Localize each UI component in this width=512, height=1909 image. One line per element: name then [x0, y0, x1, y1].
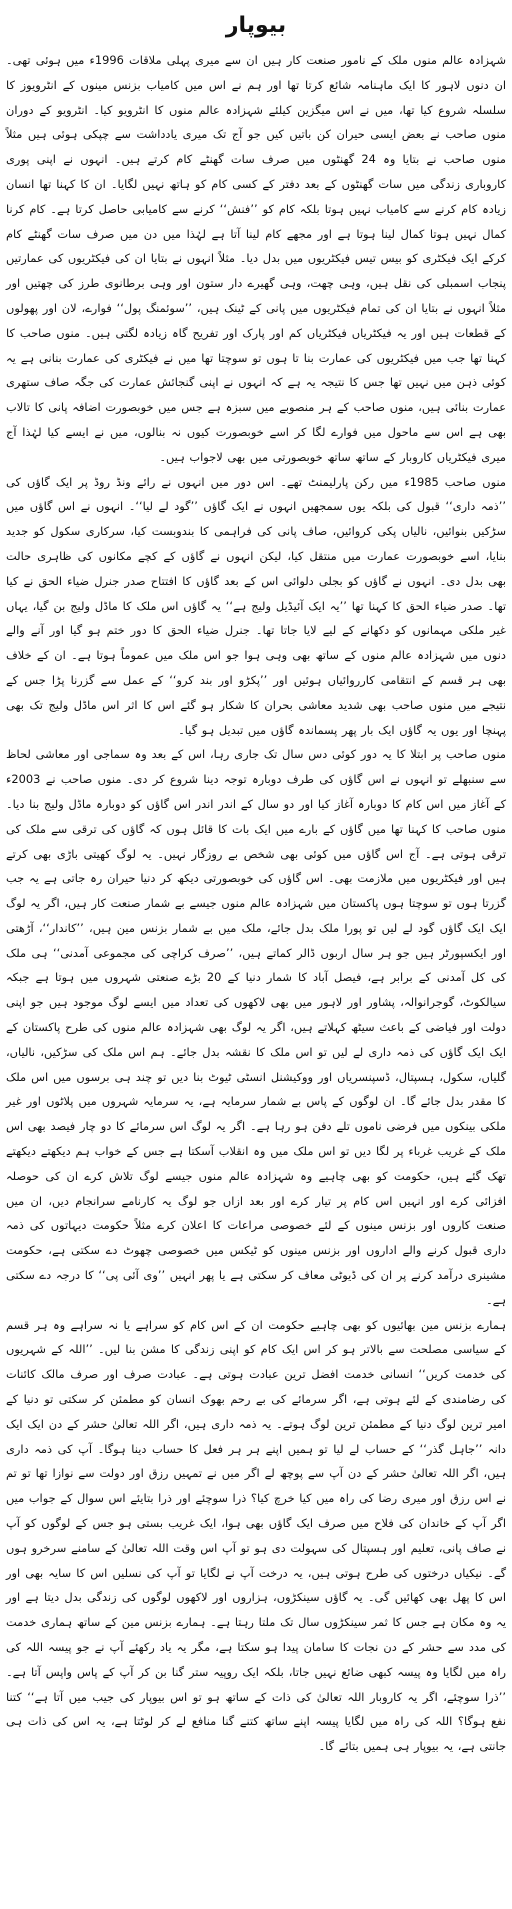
paragraph-3: منوں صاحب پر ابتلا کا یہ دور کوئی دس سال تک جاری رہا، اس کے بعد وہ سماجی اور معاشی لحاظ سے سنبھلے تو انہوں نے اس گاؤں کی طرف دوبارہ توجہ دینا شروع کر دی۔ منوں صاحب نے 2003ء کے آغاز میں اس کام کا دوبارہ آغاز کیا اور دو سال کے اندر اندر اس گاؤں کو دوبارہ ماڈل ولیج بنا دیا۔ منوں صاحب کا کہنا تھا میں گاؤں کے بارے میں ایک بات کا قائل ہوں کہ گاؤں کی ترقی سے ملک کی ترقی ہوتی ہے۔ آج اس گاؤں میں کوئی بھی شخص بے روزگار نہیں۔ یہ لوگ کھیتی باڑی بھی کرتے ہیں اور فیکٹریوں میں ملازمت بھی۔ اس گاؤں کی خوبصورتی دیکھ کر دنیا حیران رہ جاتی ہے یہ جب گزرتا ہوں تو سوچتا ہوں پاکستان میں شہزادہ عالم منوں جیسے بے شمار صنعت کار ہیں، اگر یہ لوگ ایک ایک گاؤں گود لے لیں تو پورا ملک بدل جائے، ملک میں بے شمار بزنس مین ہیں، ’’کاندار‘‘، آڑھتی اور ایکسپورٹر ہیں جو ہر سال اربوں ڈالر کماتے ہیں، ’’صرف کراچی کی مجموعی آمدنی‘‘ ہی ملک کی کل آمدنی کے برابر ہے، فیصل آباد کا شمار دنیا کے 20 بڑے صنعتی شہروں میں ہوتا ہے جبکہ سیالکوٹ، گوجرانوالہ، پشاور اور لاہور میں بھی لاکھوں کی تعداد میں ایسے لوگ موجود ہیں جو اپنی دولت اور فیاضی کے باعث سیٹھ کہلاتے ہیں، اگر یہ لوگ بھی شہزادہ عالم منوں کی طرح پاکستان کے ایک ایک گاؤں کی ذمہ داری لے لیں تو اس ملک کا نقشہ بدل جائے۔ ہم اس ملک کی سڑکیں، نالیاں، گلیاں، سکول، ہسپتال، ڈسپنسریاں اور ووکیشنل انسٹی ٹیوٹ بنا دیں تو چند ہی برسوں میں اس ملک کا مقدر بدل جائے گا۔ ان لوگوں کے پاس بے شمار سرمایہ ہے، یہ سرمایہ شہروں میں پلاٹوں اور غیر ملکی بینکوں میں فرضی ناموں تلے دفن ہو رہا ہے۔ اگر یہ لوگ اس سرمائے کا دو چار فیصد بھی اس ملک کے غریب غرباء پر لگا دیں تو اس ملک میں وہ انقلاب آسکتا ہے جس کے خواب ہم دیکھتے دیکھتے تھک گئے ہیں، حکومت کو بھی چاہیے وہ شہزادہ عالم منوں جیسے لوگ تلاش کرے ان کی حوصلہ افزائی کرے اور انہیں اس کام پر تیار کرے اور بعد ازاں جو لوگ یہ کارنامے سرانجام دیں، ان میں صنعت کاروں اور بزنس مینوں کے لئے خصوصی مراعات کا اعلان کرے مثلاً حکومت دیہاتوں کی ذمہ داری قبول کرنے والے اداروں اور بزنس مینوں کو ٹیکس میں خصوصی چھوٹ دے سکتی ہے، حکومت مشینری درآمد کرنے پر ان کی ڈیوٹی معاف کر سکتی ہے یا پھر انہیں ’’وی آئی پی‘‘ کا درجہ دے سکتی ہے۔ [6, 747, 506, 1307]
article-body [0, 48, 512, 1759]
column-title: بیوپار [225, 13, 287, 38]
paragraph-4: ہمارے بزنس مین بھائیوں کو بھی چاہیے حکومت ان کے اس کام کو سراہے یا نہ سراہے وہ ہر قسم کے سیاسی مصلحت سے بالاتر ہو کر اس ایک کام کو اپنی زندگی کا مشن بنا لیں۔ ’’اللہ کے شہریوں کی خدمت کریں‘‘ انسانی خدمت افضل ترین عبادت ہوتی ہے۔ عبادت صرف اور صرف مالک کائنات کی رضامندی کے لئے ہوتی ہے، اگر سرمائے کی بے رحم بھوک انسان کو مطمئن کر سکتی تو دنیا کے امیر ترین لوگ دنیا کے مطمئن ترین لوگ ہوتے۔ یہ ذمہ داری ہیں، اگر اللہ تعالیٰ حشر کے دن ایک ایک دانہ ’’جاہل گذر‘‘ کے حساب لے لیا تو ہمیں اپنے ہر ہر فعل کا حساب دینا ہوگا۔ آپ کی ذمہ داری ہیں، اگر اللہ تعالیٰ حشر کے دن آپ سے پوچھ لے اگر میں نے تمہیں رزق اور دولت سے نوازا تھا تو تم نے اس رزق اور میری رضا کی راہ میں کیا خرچ کیا؟ ذرا سوچئے اور ذرا بتایئے اس سوال کے جواب میں اگر آپ کے خاندان کی فلاح میں صرف ایک گاؤں بھی ہوا، ایک غریب بستی ہو جس کے لوگوں کو آپ نے صاف پانی، تعلیم اور ہسپتال کی سہولت دی ہو تو آپ اس وقت اللہ تعالیٰ کے سامنے سرخرو ہوں گے۔ نیکیاں درختوں کی طرح ہوتی ہیں، یہ درخت آپ نے لگایا تو آپ کی نسلیں اس کا سایہ بھی اور اس کا پھل بھی کھائیں گی۔ یہ گاؤں سینکڑوں، ہزاروں اور لاکھوں لوگوں کی زندگی بدل دیتا ہے اور یہ وہ مکان ہے جس کا ثمر سینکڑوں سال تک ملتا رہتا ہے۔ ہمارے بزنس مین کے ساتھ ہماری خدمت کی مدد سے حشر کے دن نجات کا سامان پیدا ہو سکتا ہے، مگر یہ یاد رکھئے آپ نے جو پیسہ اللہ کی راہ میں لگایا وہ پیسہ کبھی ضائع نہیں جاتا، بلکہ ایک روپیہ ستر گنا بن کر آپ کے پاس واپس آتا ہے۔ ’’ذرا سوچئے، اگر یہ کاروبار اللہ تعالیٰ کی ذات کے ساتھ ہو تو اس بیوپار کی جیب میں آتا ہے‘‘ کتنا نفع ہوگا؟ اللہ کی راہ میں لگایا پیسہ اپنے ساتھ کتنے گنا منافع لے کر لوٹتا ہے، یہ اس کی ذات ہی جانتی ہے، یہ بیوپار ہی ہمیں بتائے گا۔ [6, 1317, 506, 1754]
paragraph-2: منوں صاحب 1985ء میں رکن پارلیمنٹ تھے۔ اس دور میں انہوں نے رائے ونڈ روڈ پر ایک گاؤں کی ’’ذمہ داری‘‘ قبول کی بلکہ یوں سمجھیں انہوں نے ایک گاؤں ’’گود لے لیا‘‘۔ انہوں نے اس گاؤں میں سڑکیں بنوائیں، نالیاں پکی کروائیں، صاف پانی کی فراہمی کا بندوبست کیا، سرکاری سکول کو جدید بنایا، اسے خوبصورت عمارت میں منتقل کیا، لیکن انہوں نے گاؤں کے کچے مکانوں کی ظاہری حالت بھی بدل دی۔ انہوں نے گاؤں کو بجلی دلوائی اس کے بعد گاؤں کا افتتاح صدر جنرل ضیاء الحق نے کیا تھا۔ صدر ضیاء الحق کا کہنا تھا ’’یہ ایک آئیڈیل ولیج ہے‘‘ یہ گاؤں اس ملک کا ماڈل ولیج بن گیا، یہاں غیر ملکی مہمانوں کو دکھانے کے لیے لایا جاتا تھا۔ جنرل ضیاء الحق کا دور ختم ہو گیا اور آنے والے دنوں میں شہزادہ عالم منوں کے ساتھ بھی وہی ہوا جو اس ملک میں عموماً ہوتا ہے۔ ان کے خلاف بھی ہر قسم کے انتقامی کارروائیاں ہوئیں اور ’’پکڑو اور بند کرو‘‘ کے عمل سے گزرنا پڑا جس کے نتیجے میں منوں صاحب بھی شدید معاشی بحران کا شکار ہو گئے اس کا اثر اس ماڈل ولیج تک بھی پہنچا اور یوں یہ گاؤں ایک بار پھر پسماندہ گاؤں میں تبدیل ہو گیا۔ [6, 474, 507, 737]
paragraph-1: شہزادہ عالم منوں ملک کے نامور صنعت کار ہیں ان سے میری پہلی ملاقات 1996ء میں ہوئی تھی۔ ان دنوں لاہور کا ایک ماہنامہ شائع کرتا تھا اور ہم نے اس میں کامیاب بزنس مینوں کے انٹرویوز کا سلسلہ شروع کیا تھا، میں نے اس میگزین کیلئے شہزادہ عالم منوں کا انٹرویو کیا۔ انٹرویو کے دوران منوں صاحب نے بعض ایسی حیران کن باتیں کیں جو آج تک میری یادداشت سے چپکی ہوئی ہیں مثلاً منوں صاحب نے بتایا وہ 24 گھنٹوں میں صرف سات گھنٹے کام کرتے ہیں۔ انہوں نے اپنی پوری کاروباری زندگی میں سات گھنٹوں کے بعد دفتر کے کسی کام کو ہاتھ نہیں لگایا۔ ان کا کہنا تھا انسان زیادہ کام کرنے سے کامیاب نہیں ہوتا بلکہ کام کو ’’فنش‘‘ کرنے سے کامیابی حاصل کرتا ہے۔ کام کرنا کمال نہیں ہوتا کمال لینا ہوتا ہے اور مجھے کام لینا آتا ہے لہٰذا میں دن میں صرف سات گھنٹے کام کرکے ایک فیکٹری کو بیس تیس فیکٹریوں میں بدل دیا۔ مثلاً انہوں نے بتایا ان کی فیکٹریوں کی عمارتیں پنجاب اسمبلی کی نقل ہیں، وہی چھت، وہی گھیرے دار ستون اور وہی برطانوی طرز کی چھتیں اور مثلاً انہوں نے بتایا ان کی تمام فیکٹریوں میں پانی کے ٹینک ہیں، ’’سوئمنگ پول‘‘ فوارے، لان اور پھولوں کے قطعات ہیں اور یہ فیکٹریاں فیکٹریاں کم اور پارک اور تفریح گاہ زیادہ لگتی ہیں۔ منوں صاحب کا کہنا تھا جب میں فیکٹریوں کی عمارت بنا تا ہوں تو سوچتا تھا میں نے فیکٹری کی عمارت بنانی ہے یہ کوئی ذہن میں نہیں تھا جس کا نتیجہ یہ ہے کہ انہوں نے اپنی گنجائش عمارت کی جگہ صاف ستھری عمارت بنائی ہیں، منوں صاحب کے ہر منصوبے میں سبزہ ہے جس میں خوبصورت اضافہ پانی کا تالاب بھی ہے اس سے ماحول میں فوارے لگا کر اسے خوبصورت کیوں نہ بنالوں، میں نے ایسے کیا لہٰذا آج میری فیکٹریاں کاروبار کے ساتھ ساتھ خوبصورتی میں بھی لاجواب ہیں۔ [6, 53, 506, 464]
